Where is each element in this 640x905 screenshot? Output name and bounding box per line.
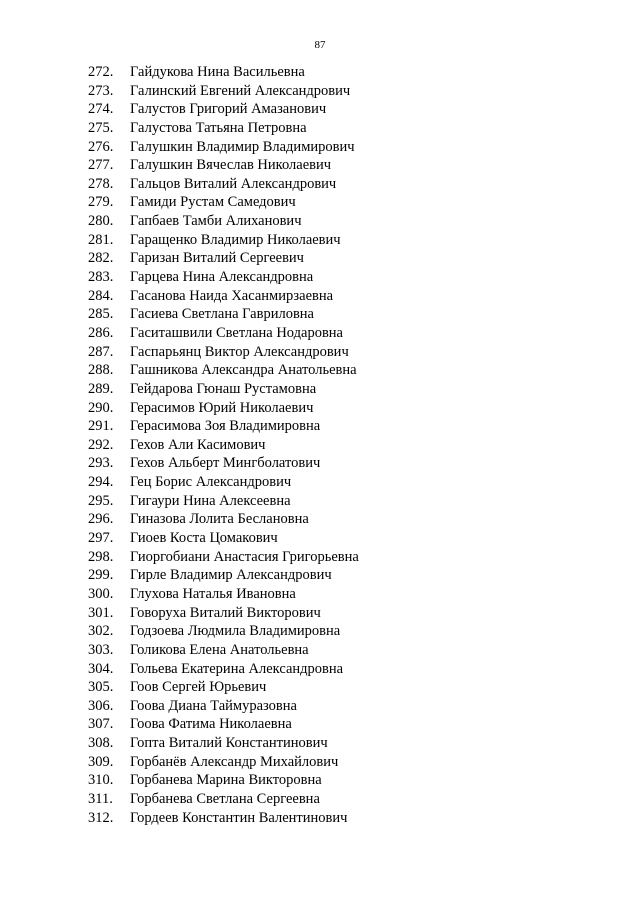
entry-full-name: Гоова Фатима Николаевна bbox=[130, 716, 292, 733]
list-item bbox=[0, 193, 640, 212]
entry-number: 286. bbox=[88, 324, 114, 341]
entry-full-name: Гарцева Нина Александровна bbox=[130, 269, 314, 286]
list-item bbox=[0, 753, 640, 772]
entry-full-name: Галинский Евгений Александрович bbox=[130, 82, 351, 99]
entry-number: 282. bbox=[88, 250, 114, 267]
list-item bbox=[0, 622, 640, 641]
list-item bbox=[0, 82, 640, 101]
entry-number: 302. bbox=[88, 623, 114, 640]
entry-number: 291. bbox=[88, 418, 114, 435]
entry-full-name: Гаризан Виталий Сергеевич bbox=[130, 250, 304, 267]
entry-full-name: Гайдукова Нина Васильевна bbox=[130, 64, 305, 80]
entry-full-name: Гехов Альберт Мингболатович bbox=[130, 455, 321, 472]
entry-number: 311. bbox=[88, 790, 113, 807]
entry-full-name: Гигаури Нина Алексеевна bbox=[130, 492, 291, 509]
entry-full-name: Гейдарова Гюнаш Рустамовна bbox=[130, 380, 317, 397]
entry-number: 275. bbox=[88, 119, 114, 136]
list-item bbox=[0, 324, 640, 343]
entry-number: 272. bbox=[88, 64, 114, 80]
entry-number: 276. bbox=[88, 138, 114, 155]
entry-full-name: Галушкин Вячеслав Николаевич bbox=[130, 157, 332, 174]
entry-full-name: Гоов Сергей Юрьевич bbox=[130, 679, 267, 696]
entry-full-name: Гальцов Виталий Александрович bbox=[130, 175, 337, 192]
entry-full-name: Гоова Диана Таймуразовна bbox=[130, 697, 297, 714]
entry-full-name: Гасиева Светлана Гавриловна bbox=[130, 306, 314, 323]
entry-number: 289. bbox=[88, 380, 114, 397]
entry-number: 290. bbox=[88, 399, 114, 416]
list-item bbox=[0, 734, 640, 753]
list-item bbox=[0, 100, 640, 119]
entry-number: 281. bbox=[88, 231, 114, 248]
entry-number: 278. bbox=[88, 175, 114, 192]
entry-number: 309. bbox=[88, 753, 114, 770]
entry-full-name: Герасимова Зоя Владимировна bbox=[130, 418, 321, 435]
entry-number: 283. bbox=[88, 269, 114, 286]
list-item bbox=[0, 641, 640, 660]
entry-full-name: Герасимов Юрий Николаевич bbox=[130, 399, 314, 416]
list-item bbox=[0, 361, 640, 380]
entry-full-name: Голикова Елена Анатольевна bbox=[130, 641, 309, 658]
entry-full-name: Гапбаев Тамби Алиханович bbox=[130, 213, 302, 230]
entry-full-name: Гопта Виталий Константинович bbox=[130, 735, 328, 752]
list-item bbox=[0, 156, 640, 175]
list-item bbox=[0, 454, 640, 473]
entry-full-name: Глухова Наталья Ивановна bbox=[130, 585, 296, 602]
list-item bbox=[0, 436, 640, 455]
entry-number: 292. bbox=[88, 436, 114, 453]
list-item bbox=[0, 305, 640, 324]
entry-full-name: Горбанева Светлана Сергеевна bbox=[130, 790, 320, 807]
entry-number: 273. bbox=[88, 82, 114, 99]
list-item bbox=[0, 660, 640, 679]
list-item bbox=[0, 529, 640, 548]
entry-full-name: Галушкин Владимир Владимирович bbox=[130, 138, 355, 155]
entry-number: 288. bbox=[88, 362, 114, 379]
entry-full-name: Галустова Татьяна Петровна bbox=[130, 119, 307, 136]
list-item bbox=[0, 399, 640, 418]
list-item bbox=[0, 510, 640, 529]
entry-number: 299. bbox=[88, 567, 114, 584]
entry-number: 312. bbox=[88, 809, 114, 826]
list-item bbox=[0, 417, 640, 436]
entry-number: 298. bbox=[88, 548, 114, 565]
entry-number: 294. bbox=[88, 474, 114, 491]
entry-number: 295. bbox=[88, 492, 114, 509]
entry-number: 308. bbox=[88, 735, 114, 752]
list-item bbox=[0, 790, 640, 809]
entry-full-name: Гордеев Константин Валентинович bbox=[130, 809, 348, 826]
entry-number: 277. bbox=[88, 157, 114, 174]
list-item bbox=[0, 771, 640, 790]
list-item bbox=[0, 63, 640, 82]
entry-number: 297. bbox=[88, 530, 114, 547]
list-item bbox=[0, 212, 640, 231]
list-item bbox=[0, 268, 640, 287]
entry-full-name: Гамиди Рустам Самедович bbox=[130, 194, 296, 211]
entry-full-name: Гольева Екатерина Александровна bbox=[130, 660, 344, 677]
list-item bbox=[0, 492, 640, 511]
list-item bbox=[0, 380, 640, 399]
entry-full-name: Гаращенко Владимир Николаевич bbox=[130, 231, 341, 248]
entry-number: 304. bbox=[88, 660, 114, 677]
entry-number: 306. bbox=[88, 697, 114, 714]
entry-full-name: Говоруха Виталий Викторович bbox=[130, 604, 321, 621]
entry-full-name: Гец Борис Александрович bbox=[130, 474, 292, 491]
entry-number: 305. bbox=[88, 679, 114, 696]
entry-number: 310. bbox=[88, 772, 114, 789]
list-item bbox=[0, 119, 640, 138]
entry-full-name: Гиназова Лолита Беслановна bbox=[130, 511, 309, 528]
entry-number: 300. bbox=[88, 585, 114, 602]
list-item bbox=[0, 343, 640, 362]
list-item bbox=[0, 809, 640, 828]
list-item bbox=[0, 138, 640, 157]
entry-number: 296. bbox=[88, 511, 114, 528]
entry-number: 303. bbox=[88, 641, 114, 658]
list-item bbox=[0, 566, 640, 585]
list-item bbox=[0, 678, 640, 697]
entry-full-name: Гирле Владимир Александрович bbox=[130, 567, 332, 584]
entry-number: 285. bbox=[88, 306, 114, 323]
name-list bbox=[0, 63, 640, 827]
entry-full-name: Гаспарьянц Виктор Александрович bbox=[130, 343, 349, 360]
entry-full-name: Горбанёв Александр Михайлович bbox=[130, 753, 339, 770]
list-item bbox=[0, 473, 640, 492]
entry-number: 287. bbox=[88, 343, 114, 360]
entry-number: 274. bbox=[88, 101, 114, 118]
entry-number: 293. bbox=[88, 455, 114, 472]
list-item bbox=[0, 548, 640, 567]
entry-full-name: Гашникова Александра Анатольевна bbox=[130, 362, 357, 379]
entry-number: 279. bbox=[88, 194, 114, 211]
list-item bbox=[0, 249, 640, 268]
entry-number: 280. bbox=[88, 213, 114, 230]
list-item bbox=[0, 175, 640, 194]
entry-full-name: Горбанева Марина Викторовна bbox=[130, 772, 322, 789]
list-item bbox=[0, 585, 640, 604]
entry-number: 301. bbox=[88, 604, 114, 621]
page-number: 87 bbox=[314, 39, 326, 51]
list-item bbox=[0, 697, 640, 716]
entry-number: 307. bbox=[88, 716, 114, 733]
entry-number: 284. bbox=[88, 287, 114, 304]
list-item bbox=[0, 715, 640, 734]
list-item bbox=[0, 287, 640, 306]
entry-full-name: Гиоев Коста Цомакович bbox=[130, 530, 278, 547]
entry-full-name: Галустов Григорий Амазанович bbox=[130, 101, 327, 118]
entry-full-name: Годзоева Людмила Владимировна bbox=[130, 623, 341, 640]
list-item bbox=[0, 231, 640, 250]
entry-full-name: Гиоргобиани Анастасия Григорьевна bbox=[130, 548, 359, 565]
list-item bbox=[0, 604, 640, 623]
entry-full-name: Гаситашвили Светлана Нодаровна bbox=[130, 324, 343, 341]
entry-full-name: Гасанова Наида Хасанмирзаевна bbox=[130, 287, 334, 304]
entry-full-name: Гехов Али Касимович bbox=[130, 436, 266, 453]
